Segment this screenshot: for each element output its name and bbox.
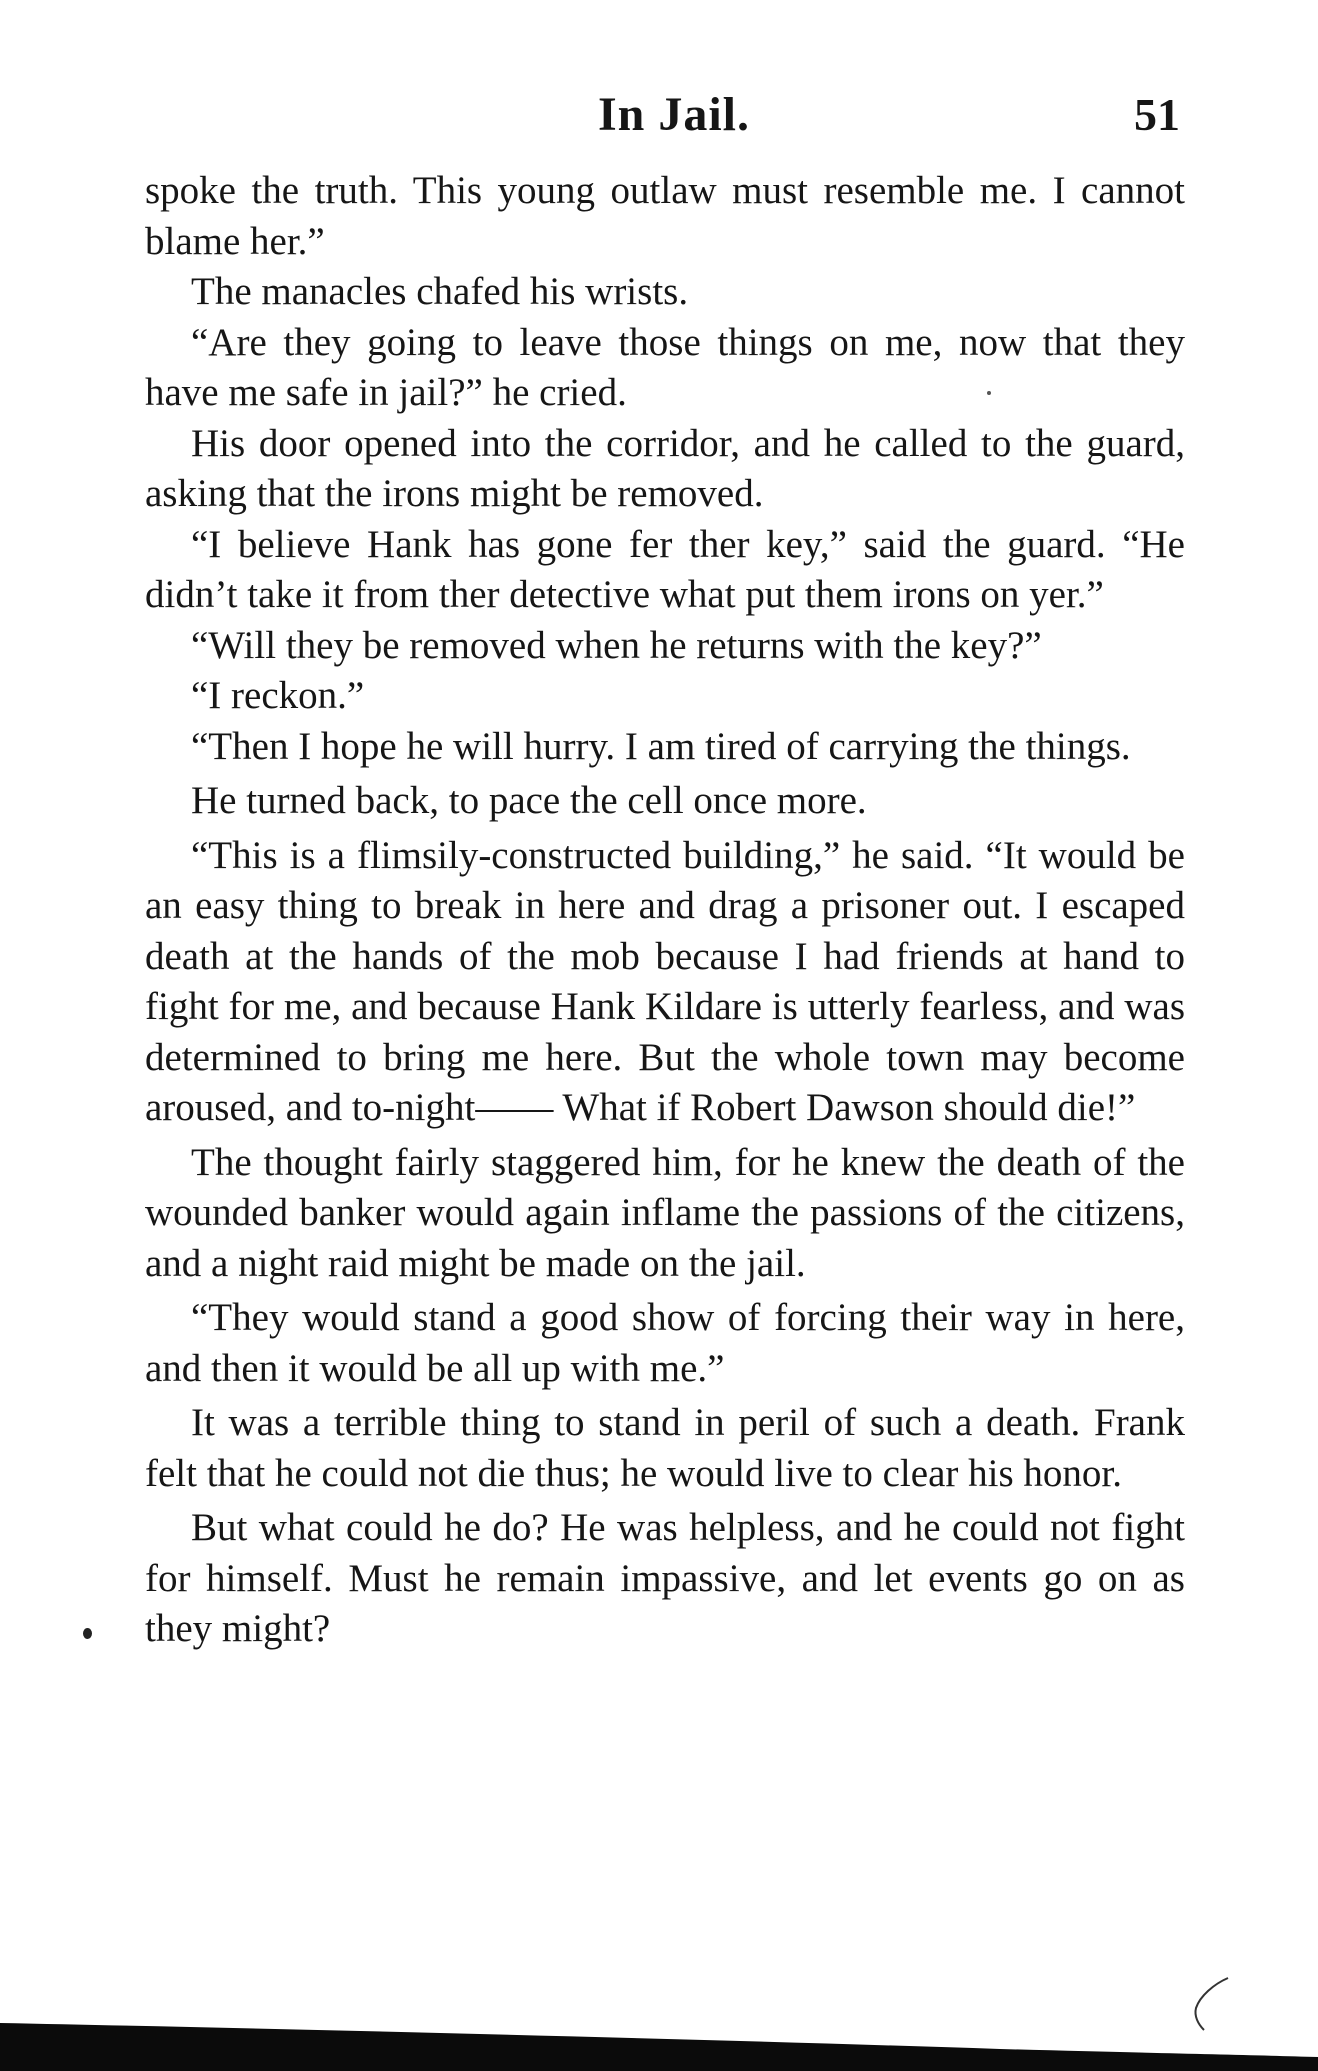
page-header: [0, 80, 1318, 150]
paragraph-5: “I believe Hank has gone fer ther key,” said the guard. “He didn’t take it from ther detective what put them irons on yer.”: [145, 522, 1185, 616]
paragraph-11: The thought fairly staggered him, for he knew the death of the wounded banker would again inflame the passions of the citizens, and a night raid might be made on the jail.: [145, 1140, 1185, 1285]
paragraph-7: “I reckon.”: [191, 674, 365, 717]
paragraph-6: “Will they be removed when he returns with the key?”: [191, 623, 1042, 667]
page-number: 51: [1134, 89, 1180, 140]
paragraph-12: “They would stand a good show of forcing their way in here, and then it would be all up with me.”: [145, 1296, 1185, 1390]
scan-edge-shadow: [0, 2009, 1318, 2071]
paragraph-8: “Then I hope he will hurry. I am tired of carrying the things.: [191, 724, 1131, 768]
ink-speck: [987, 391, 991, 395]
paragraph-9: He turned back, to pace the cell once more.: [191, 779, 867, 822]
paragraph-2: The manacles chafed his wrists.: [191, 270, 689, 313]
paragraph-4: His door opened into the corridor, and he called to the guard, asking that the irons might be removed.: [145, 421, 1185, 515]
running-title: In Jail.: [597, 88, 751, 141]
paragraph-10: “This is a flimsily-constructed building,” he said. “It would be an easy thing to break in here and drag a prisoner out. I escaped death at the hands of the mob because I had friends at hand to fight for me, and because Hank Kildare is utterly fearless, and was determined to bring me here. But the whole town may become aroused, and to-night—— What if Robert Dawson should die!”: [145, 833, 1185, 1129]
paragraph-13: It was a terrible thing to stand in peril of such a death. Frank felt that he could not die thus; he would live to clear his honor.: [145, 1401, 1185, 1495]
margin-dot: [83, 1628, 92, 1639]
body-text: [145, 166, 1185, 1655]
paragraph-14: But what could he do? He was helpless, and he could not fight for himself. Must he remain impassive, and let events go on as they might?: [145, 1506, 1185, 1650]
paragraph-1: spoke the truth. This young outlaw must resemble me. I cannot blame her.”: [145, 169, 1185, 263]
paragraph-3: “Are they going to leave those things on me, now that they have me safe in jail?” he cried.: [145, 320, 1185, 414]
